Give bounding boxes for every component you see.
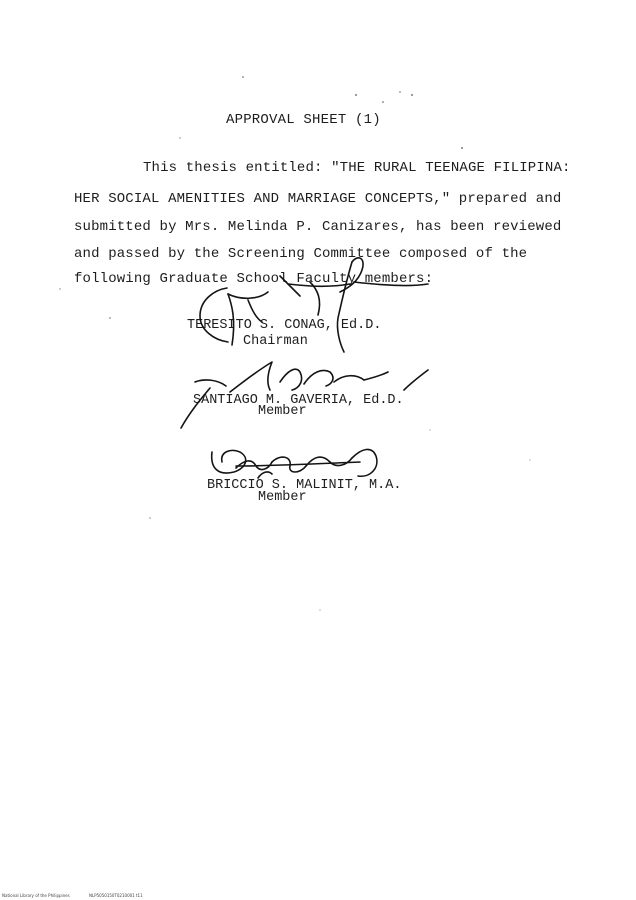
footer-caption: [2, 893, 161, 898]
committee-member-1-role: Chairman: [243, 334, 308, 349]
committee-member-3-role: Member: [258, 490, 307, 505]
committee-member-2-name: SANTIAGO M. GAVERIA, Ed.D.: [193, 393, 404, 408]
footer-code: NLP5050150T0210001 t11: [89, 893, 143, 898]
body-line-1: This thesis entitled: "THE RURAL TEENAGE FILIPINA:: [143, 160, 571, 176]
approval-sheet-title: APPROVAL SHEET (1): [226, 112, 381, 128]
committee-member-2-role: Member: [258, 404, 307, 419]
footer-library: National Library of the Philippines: [2, 893, 70, 898]
body-line-3: submitted by Mrs. Melinda P. Canizares, has been reviewed: [74, 219, 562, 235]
body-line-5: following Graduate School Faculty members:: [74, 271, 434, 287]
body-line-4: and passed by the Screening Committee composed of the: [74, 246, 528, 262]
body-line-2: HER SOCIAL AMENITIES AND MARRIAGE CONCEPTS," prepared and: [74, 191, 562, 207]
committee-member-1-name: TERESITO S. CONAG, Ed.D.: [187, 318, 382, 333]
committee-member-3-name: BRICCIO S. MALINIT, M.A.: [207, 478, 402, 493]
